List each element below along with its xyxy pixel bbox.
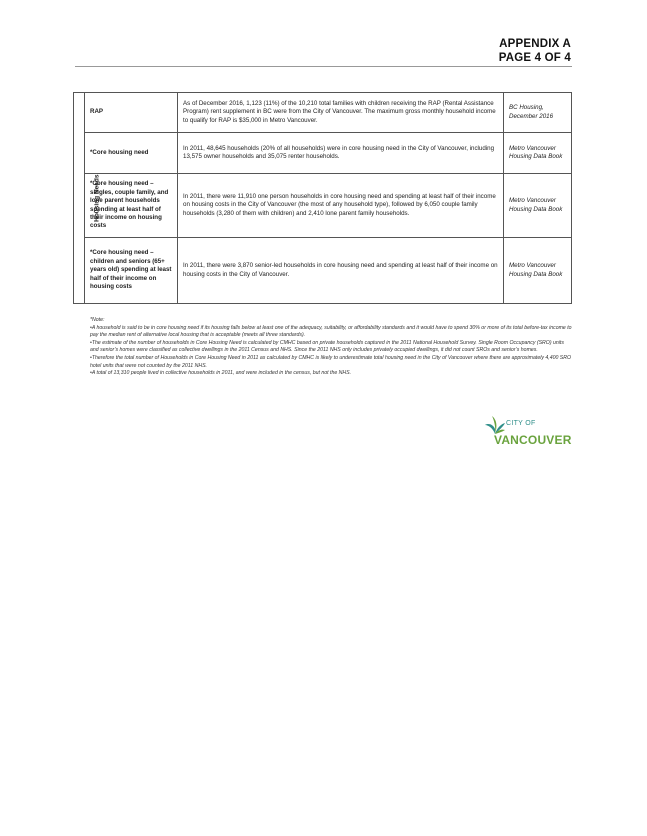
- row-description: In 2011, there were 11,910 one person households in core housing need and spending at least half of their income on housing costs in the City of Vancouver (the most of any household type), followed by 6,050 couple family households (3,280 of them with children) and 2,410 lone parent family households.: [178, 174, 504, 238]
- table-row: [74, 238, 572, 304]
- table-row: [74, 133, 572, 174]
- table-row: [74, 93, 572, 133]
- header-rule: [75, 66, 572, 67]
- page-number: PAGE 4 OF 4: [498, 52, 571, 64]
- housing-needs-table: [73, 92, 572, 304]
- city-of-vancouver-logo: [484, 414, 574, 448]
- notes-heading: *Note:: [90, 317, 105, 323]
- note-item: •A household is said to be in core housing need if its housing falls below at least one of the adequacy, suitability, or affordability standards and it would have to spend 30% or more of its total before-tax income to pay the median rent of alternative local housing that is acceptable (meets all three standards).: [90, 324, 572, 339]
- row-source: Metro Vancouver Housing Data Book: [504, 174, 572, 238]
- row-topic: RAP: [85, 93, 178, 133]
- appendix-label: APPENDIX A: [499, 38, 571, 50]
- row-source: BC Housing, December 2016: [504, 93, 572, 133]
- logo-vancouver: VANCOUVER: [494, 433, 572, 447]
- note-item: •The estimate of the number of households in Core Housing Need is calculated by CMHC based on private households captured in the 2011 National Household Survey. Single Room Occupancy (SRO) units and senior’s homes were classified as collective dwellings in the 2011 Census and NHS. Since the 2011 NHS only includes privately occupied dwellings, it did not count SROs and senior’s homes.: [90, 339, 564, 354]
- table-row: [74, 174, 572, 238]
- logo-city-of: CITY OF: [506, 420, 536, 427]
- row-description: In 2011, 48,645 households (20% of all households) were in core housing need in the City of Vancouver, including 13,575 owner households and 35,075 renter households.: [178, 133, 504, 174]
- note-item: •Therefore the total number of Households in Core Housing Need in 2011 as calculated by CMHC is likely to underestimate total housing need in the City of Vancouver where there are approximately 4,400 SRO hotel units that were not counted by the 2011 NHS.: [90, 354, 572, 369]
- row-source: Metro Vancouver Housing Data Book: [504, 238, 572, 304]
- row-description: As of December 2016, 1,123 (11%) of the 10,210 total families with children receiving the RAP (Rental Assistance Program) rent supplement in BC were from the City of Vancouver. The maximum gross monthly household income to qualify for RAP is $35,000 in Metro Vancouver.: [178, 93, 504, 133]
- row-topic: *Core housing need – singles, couple family, and lone parent households spending at least half of their income on housing costs: [85, 174, 178, 238]
- row-topic: *Core housing need – children and seniors (65+ years old) spending at least half of their income on housing costs: [85, 238, 178, 304]
- note-item: •A total of 13,310 people lived in collective households in 2011, and were included in the census, but not the NHS.: [90, 370, 352, 377]
- page-header: [499, 37, 571, 65]
- row-source: Metro Vancouver Housing Data Book: [504, 133, 572, 174]
- side-label: Housing Needs: [93, 174, 101, 222]
- row-description: In 2011, there were 3,870 senior-led households in core housing need and spending at least half of their income on housing costs in the City of Vancouver.: [178, 238, 504, 304]
- footnotes: [90, 317, 572, 378]
- row-topic: *Core housing need: [85, 133, 178, 174]
